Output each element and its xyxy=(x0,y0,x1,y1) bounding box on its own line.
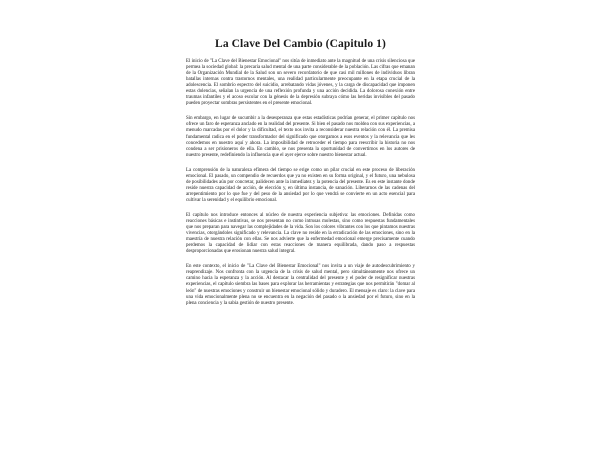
paragraph-1: El inicio de "La Clave del Bienestar Emocional" nos sitúa de inmediato ante la magnitud de una crisis silenciosa que permea la sociedad global: la precaria salud mental de una parte considerable de la población. Las cifras que emanan de la Organización Mundial de la Salud son un severo recordatorio de que casi mil millones de individuos libran batallas internas contra trastornos mentales, una realidad particularmente preocupante en la etapa crucial de la adolescencia. El sombrío espectro del suicidio, arrebatando vidas jóvenes, y la carga de discapacidad que imponen estas dolencias, señalan la urgencia de una reflexión profunda y una acción decidida. La dolorosa conexión entre traumas infantiles y el acoso escolar con la génesis de la depresión subraya cómo las heridas invisibles del pasado pueden proyectar sombras persistentes en el presente emocional. xyxy=(186,59,415,107)
paragraph-5: En este contexto, el inicio de "La Clave del Bienestar Emocional" nos invita a un viaje de autodescubrimiento y reaprendizaje. Nos confronta con la urgencia de la crisis de salud mental, pero simultáneamente nos ofrece un camino hacia la esperanza y la acción. Al destacar la centralidad del presente y el poder de resignificar nuestras experiencias, el capítulo siembra las bases para explorar las herramientas y estrategias que nos permitirán "domar al león" de nuestras emociones y construir un bienestar emocional sólido y duradero. El mensaje es claro: la clave para una vida emocionalmente plena no se encuentra en la negación del pasado o la ansiedad por el futuro, sino en la plena conciencia y la sabia gestión de nuestro presente. xyxy=(186,264,415,306)
paragraph-4: El capítulo nos introduce entonces al núcleo de nuestra experiencia subjetiva: las emociones. Definidas como reacciones básicas e instintivas, se nos presentan no como intrusas molestas, sino como respuestas fundamentales que nos preparan para navegar las complejidades de la vida. Son los colores vibrantes con los que pintamos nuestras vivencias, otorgándoles significado y relevancia. La clave no reside en la erradicación de las emociones, sino en la maestría de nuestra relación con ellas. Se nos advierte que la enfermedad emocional emerge precisamente cuando perdemos la capacidad de lidiar con estas reacciones de manera equilibrada, dando paso a respuestas desproporcionadas que erosionan nuestra salud integral. xyxy=(186,212,415,255)
paragraph-3: La comprensión de la naturaleza efímera del tiempo se erige como un pilar crucial en este proceso de liberación emocional. El pasado, un compendio de recuerdos que ya no existen en su forma original, y el futuro, una nebulosa de posibilidades aún por concretar, palidecen ante la inmediatez y la potencia del presente. Es en este instante donde reside nuestra capacidad de acción, de elección y, en última instancia, de sanación. Liberarnos de las cadenas del arrepentimiento por lo que fue y del peso de la ansiedad por lo que vendrá se convierte en un acto esencial para cultivar la serenidad y el equilibrio emocional. xyxy=(186,167,415,203)
paragraph-2: Sin embargo, en lugar de sucumbir a la desesperanza que estas estadísticas podrían generar, el primer capítulo nos ofrece un faro de esperanza anclado en la realidad del presente. Si bien el pasado nos moldea con sus experiencias, a menudo marcadas por el dolor y la dificultad, el texto nos invita a reconsiderar nuestra relación con él. La premisa fundamental radica en el poder transformador del significado que otorgamos a esos eventos y la relevancia que les concedemos en nuestro aquí y ahora. La imposibilidad de retroceder el tiempo para reescribir la historia no nos condena a ser prisioneros de ella. En cambio, se nos presenta la oportunidad de convertirnos en los autores de nuestro presente, redefiniendo la influencia que el ayer ejerce sobre nuestro bienestar actual. xyxy=(186,116,415,158)
page-title: La Clave Del Cambio (Capitulo 1) xyxy=(215,38,386,50)
document-content xyxy=(186,38,415,316)
